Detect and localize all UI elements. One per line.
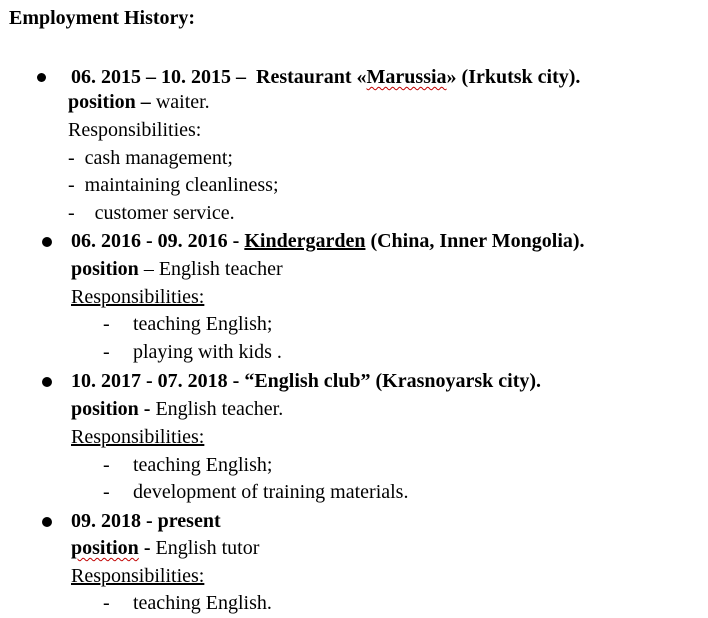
job-1-employer-prefix: Restaurant «	[256, 66, 367, 88]
job-3-position	[71, 398, 283, 420]
job-2-employer-name: Kindergarden	[244, 230, 366, 252]
bullet-icon	[42, 237, 52, 247]
job-4-position	[71, 537, 259, 559]
bullet-icon	[42, 517, 52, 527]
job-2-position-label: position	[71, 258, 139, 280]
job-1-position	[68, 91, 210, 113]
dash: -	[103, 341, 110, 363]
job-2-duty-2	[103, 341, 110, 363]
job-1-position-value: waiter.	[155, 91, 210, 113]
duty-text: customer service.	[94, 202, 235, 224]
job-3-position-label: position -	[71, 398, 151, 420]
dash: -	[68, 202, 75, 224]
job-1-period: 06. 2015 – 10. 2015 –	[71, 66, 246, 88]
job-4-duty-1-text: teaching English.	[133, 592, 272, 614]
job-2-employer-suffix: (China, Inner Mongolia).	[370, 230, 585, 252]
job-2-duty-1-text: teaching English;	[133, 313, 273, 335]
job-3-position-value: English teacher.	[155, 398, 284, 420]
job-1-position-label: position –	[68, 91, 151, 113]
job-2-responsibilities-label: Responsibilities:	[71, 286, 205, 308]
job-1-duty-2	[68, 174, 279, 196]
job-4-position-dash: -	[143, 537, 151, 559]
bullet-icon	[42, 377, 52, 387]
job-3-responsibilities-label: Responsibilities:	[71, 426, 205, 448]
job-2-position	[71, 258, 283, 280]
job-3-duty-2-text: development of training materials.	[133, 481, 409, 503]
duty-text: cash management;	[84, 147, 233, 169]
bullet-icon	[37, 73, 46, 82]
dash: -	[68, 147, 75, 169]
job-4-duty-1	[103, 592, 110, 614]
job-3-period: 10. 2017 - 07. 2018 -	[71, 370, 240, 392]
job-2-title	[71, 230, 585, 252]
job-3-duty-1-text: teaching English;	[133, 454, 273, 476]
job-1-employer-suffix: » (Irkutsk city).	[446, 66, 581, 88]
job-4-responsibilities-label: Responsibilities:	[71, 565, 205, 587]
job-1-duty-3	[68, 202, 235, 224]
job-3-title	[71, 370, 541, 392]
job-2-duty-2-text: playing with kids .	[133, 341, 282, 363]
job-1-employer-name: Marussia	[366, 66, 447, 88]
dash: -	[68, 174, 75, 196]
job-2-position-value: – English teacher	[143, 258, 283, 280]
section-heading: Employment History:	[9, 7, 196, 29]
job-3-duty-1	[103, 454, 110, 476]
job-3-employer-name: “English club” (Krasnoyarsk city).	[244, 370, 542, 392]
dash: -	[103, 313, 110, 335]
job-2-period: 06. 2016 - 09. 2016 -	[71, 230, 240, 252]
job-1-duty-1	[68, 147, 233, 169]
duty-text: maintaining cleanliness;	[84, 174, 279, 196]
job-4-position-value: English tutor	[155, 537, 260, 559]
job-1-title	[71, 66, 580, 88]
job-2-duty-1	[103, 313, 110, 335]
job-4-position-label: position	[71, 537, 139, 559]
dash: -	[103, 592, 110, 614]
job-4-title: 09. 2018 - present	[71, 510, 221, 532]
job-1-responsibilities-label: Responsibilities:	[68, 119, 202, 141]
job-3-duty-2	[103, 481, 110, 503]
dash: -	[103, 454, 110, 476]
dash: -	[103, 481, 110, 503]
